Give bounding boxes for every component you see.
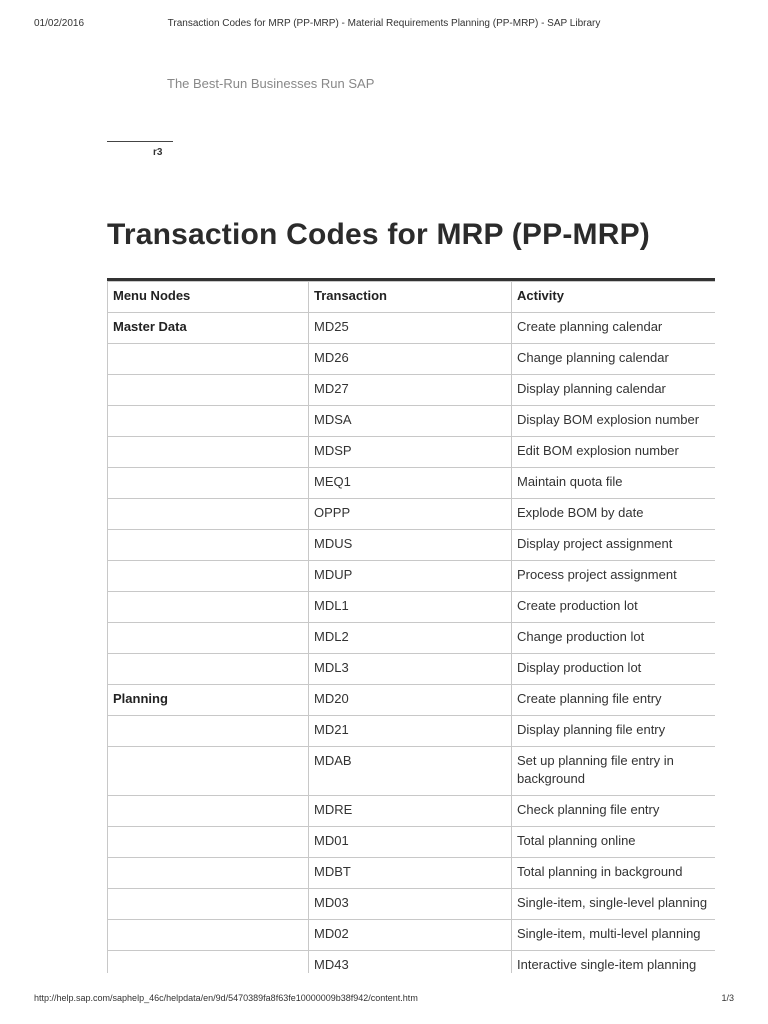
cell-transaction-code: MDUS	[309, 530, 512, 561]
cell-transaction-code: MDSP	[309, 437, 512, 468]
table-row	[108, 827, 716, 858]
cell-activity: Total planning in background	[512, 858, 716, 889]
divider	[107, 141, 173, 142]
cell-transaction-code: MD27	[309, 375, 512, 406]
cell-menu-node	[108, 344, 309, 375]
cell-activity: Create production lot	[512, 592, 716, 623]
table-row	[108, 889, 716, 920]
cell-menu-node	[108, 747, 309, 796]
cell-transaction-code: MD03	[309, 889, 512, 920]
cell-activity: Set up planning file entry in background	[512, 747, 716, 796]
cell-activity: Single-item, multi-level planning	[512, 920, 716, 951]
table-row	[108, 858, 716, 889]
table-row	[108, 468, 716, 499]
table-row	[108, 437, 716, 468]
cell-menu-node	[108, 406, 309, 437]
column-header-transaction: Transaction	[309, 282, 512, 313]
table-row	[108, 796, 716, 827]
table-row	[108, 747, 716, 796]
cell-menu-node	[108, 858, 309, 889]
cell-menu-node	[108, 499, 309, 530]
sap-tagline: The Best-Run Businesses Run SAP	[167, 76, 375, 91]
cell-menu-node	[108, 530, 309, 561]
cell-transaction-code: MD21	[309, 716, 512, 747]
cell-menu-node	[108, 561, 309, 592]
release-label: r3	[153, 147, 163, 158]
cell-activity: Process project assignment	[512, 561, 716, 592]
cell-activity: Total planning online	[512, 827, 716, 858]
table-header-row	[108, 282, 716, 313]
cell-menu-node	[108, 654, 309, 685]
cell-transaction-code: MDUP	[309, 561, 512, 592]
cell-transaction-code: MD25	[309, 313, 512, 344]
cell-transaction-code: MD02	[309, 920, 512, 951]
table-row	[108, 313, 716, 344]
cell-activity: Interactive single-item planning	[512, 951, 716, 974]
cell-activity: Display project assignment	[512, 530, 716, 561]
table-row	[108, 375, 716, 406]
table-row	[108, 561, 716, 592]
table-row	[108, 499, 716, 530]
cell-menu-node: Planning	[108, 685, 309, 716]
cell-menu-node: Master Data	[108, 313, 309, 344]
print-date: 01/02/2016	[34, 18, 85, 29]
cell-transaction-code: MDBT	[309, 858, 512, 889]
cell-transaction-code: MDL1	[309, 592, 512, 623]
cell-activity: Display planning calendar	[512, 375, 716, 406]
table-row	[108, 623, 716, 654]
cell-transaction-code: MD43	[309, 951, 512, 974]
table-row	[108, 592, 716, 623]
cell-transaction-code: MDAB	[309, 747, 512, 796]
cell-transaction-code: MDSA	[309, 406, 512, 437]
transaction-table-container	[107, 278, 715, 973]
cell-menu-node	[108, 375, 309, 406]
table-row	[108, 530, 716, 561]
cell-menu-node	[108, 468, 309, 499]
cell-activity: Maintain quota file	[512, 468, 716, 499]
cell-transaction-code: MD26	[309, 344, 512, 375]
cell-activity: Change production lot	[512, 623, 716, 654]
cell-activity: Edit BOM explosion number	[512, 437, 716, 468]
cell-menu-node	[108, 437, 309, 468]
cell-menu-node	[108, 716, 309, 747]
cell-menu-node	[108, 889, 309, 920]
page-title: Transaction Codes for MRP (PP-MRP)	[107, 218, 650, 251]
transaction-codes-table	[107, 281, 715, 973]
cell-menu-node	[108, 920, 309, 951]
column-header-menu-nodes: Menu Nodes	[108, 282, 309, 313]
cell-transaction-code: MD20	[309, 685, 512, 716]
cell-activity: Display production lot	[512, 654, 716, 685]
cell-transaction-code: MDL3	[309, 654, 512, 685]
table-row	[108, 716, 716, 747]
cell-transaction-code: MEQ1	[309, 468, 512, 499]
cell-activity: Check planning file entry	[512, 796, 716, 827]
table-row	[108, 344, 716, 375]
table-row	[108, 406, 716, 437]
table-row	[108, 685, 716, 716]
cell-activity: Change planning calendar	[512, 344, 716, 375]
cell-activity: Create planning calendar	[512, 313, 716, 344]
cell-activity: Create planning file entry	[512, 685, 716, 716]
cell-menu-node	[108, 623, 309, 654]
cell-transaction-code: MDL2	[309, 623, 512, 654]
column-header-activity: Activity	[512, 282, 716, 313]
table-body	[108, 313, 716, 974]
cell-activity: Explode BOM by date	[512, 499, 716, 530]
cell-transaction-code: MDRE	[309, 796, 512, 827]
table-row	[108, 654, 716, 685]
cell-transaction-code: MD01	[309, 827, 512, 858]
page-url: http://help.sap.com/saphelp_46c/helpdata/en/9d/5470389fa8f63fe10000009b38f942/content.htm	[34, 993, 418, 1003]
table-row	[108, 920, 716, 951]
cell-menu-node	[108, 827, 309, 858]
print-document-title: Transaction Codes for MRP (PP-MRP) - Material Requirements Planning (PP-MRP) - SAP Library	[167, 18, 601, 29]
cell-menu-node	[108, 592, 309, 623]
cell-activity: Single-item, single-level planning	[512, 889, 716, 920]
cell-activity: Display planning file entry	[512, 716, 716, 747]
cell-transaction-code: OPPP	[309, 499, 512, 530]
page-number: 1/3	[721, 993, 734, 1003]
cell-activity: Display BOM explosion number	[512, 406, 716, 437]
table-row	[108, 951, 716, 974]
cell-menu-node	[108, 796, 309, 827]
cell-menu-node	[108, 951, 309, 974]
